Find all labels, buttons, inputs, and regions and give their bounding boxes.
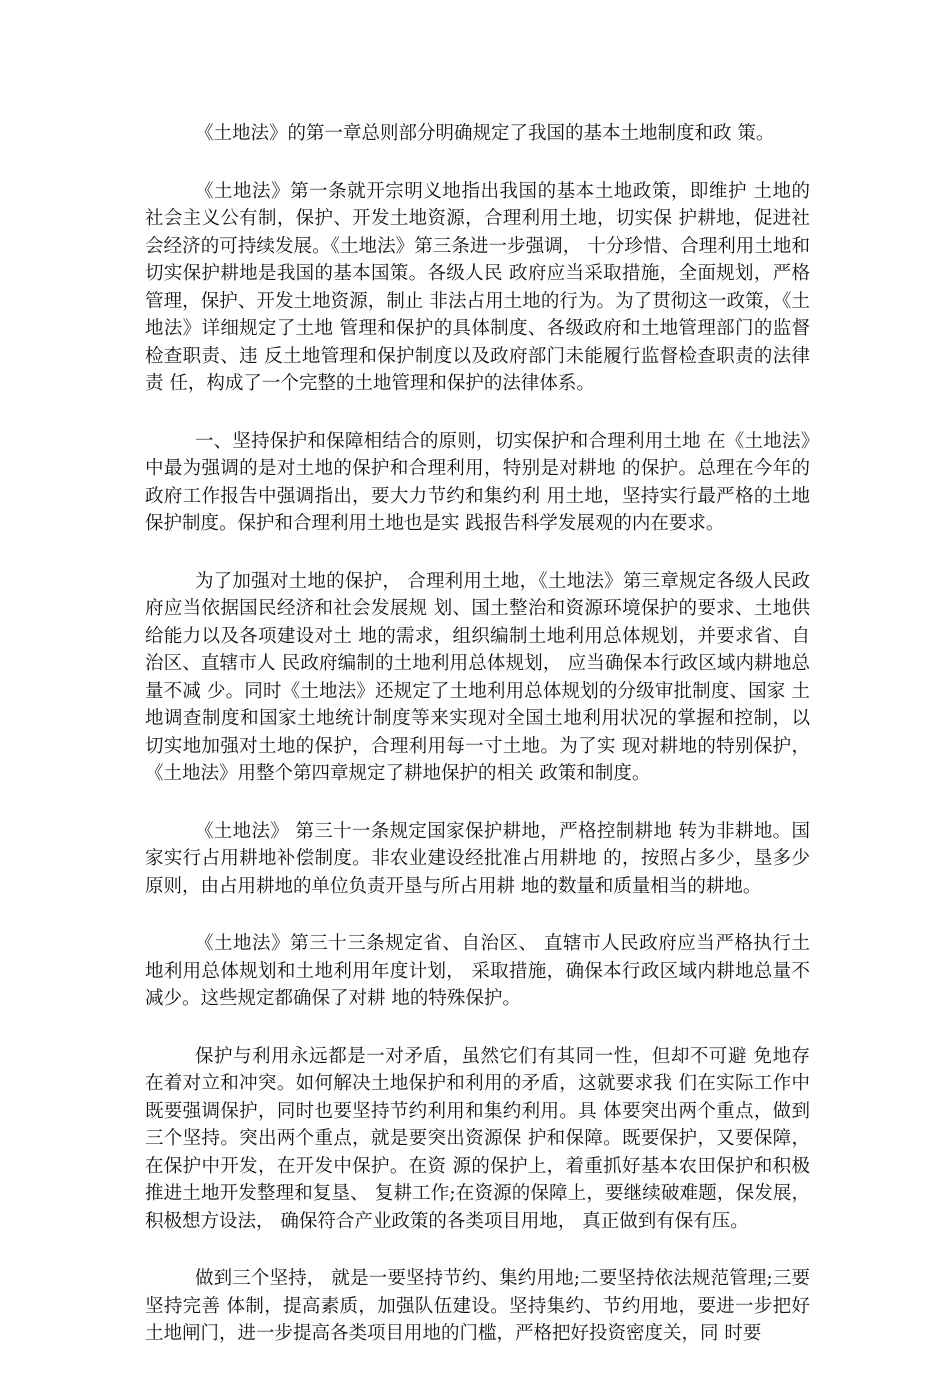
paragraph-7: 保护与利用永远都是一对矛盾，虽然它们有其同一性，但却不可避 免地存在着对立和冲突。如何解决土地保护和利用的矛盾，这就要求我 们在实际工作中既要强调保护，同时也要坚持节约利用和集约利用。具 体要突出两个重点，做到三个坚持。突出两个重点，就是要突出资源保 护和保障。既要保护，又要保障，在保护中开发，在开发中保护。在资 源的保护上，着重抓好基本农田保护和积极推进土地开发整理和复垦、 复耕工作;在资源的保障上，要继续破难题，保发展，积极想方设法， 确保符合产业政策的各类项目用地， 真正做到有保有压。 [145, 1045, 810, 1232]
paragraph-3: 一、坚持保护和保障相结合的原则，切实保护和合理利用土地 在《土地法》中最为强调的是对土地的保护和合理利用，特别是对耕地 的保护。总理在今年的政府工作报告中强调指出，要大力节约和集约利 用土地，坚持实行最严格的土地保护制度。保护和合理利用土地也是实 践报告科学发展观的内在要求。 [145, 430, 810, 534]
paragraph-8: 做到三个坚持， 就是一要坚持节约、集约用地;二要坚持依法规范管理;三要坚持完善 体制，提高素质，加强队伍建设。坚持集约、节约用地，要进一步把好 土地闸门，进一步提高各类项目用地的门槛，严格把好投资密度关，同 时要 [145, 1268, 810, 1344]
paragraph-2: 《土地法》第一条就开宗明义地指出我国的基本土地政策，即维护 土地的社会主义公有制，保护、开发土地资源，合理利用土地，切实保 护耕地，促进社会经济的可持续发展。《土地法》第三条进一步强调， 十分珍惜、合理利用土地和切实保护耕地是我国的基本国策。各级人民 政府应当采取措施，全面规划，严格管理，保护、开发土地资源，制止 非法占用土地的行为。为了贯彻这一政策，《土地法》详细规定了土地 管理和保护的具体制度、各级政府和土地管理部门的监督检查职责、违 反土地管理和保护制度以及政府部门未能履行监督检查职责的法律责 任，构成了一个完整的土地管理和保护的法律体系。 [145, 180, 810, 394]
paragraph-5: 《土地法》 第三十一条规定国家保护耕地，严格控制耕地 转为非耕地。国家实行占用耕地补偿制度。非农业建设经批准占用耕地 的，按照占多少，垦多少原则，由占用耕地的单位负责开垦与所占用耕 地的数量和质量相当的耕地。 [145, 820, 810, 897]
paragraph-4: 为了加强对土地的保护， 合理利用土地，《土地法》第三章规定各级人民政府应当依据国民经济和社会发展规 划、国土整治和资源环境保护的要求、土地供给能力以及各项建设对土 地的需求，组织编制土地利用总体规划，并要求省、自治区、直辖市人 民政府编制的土地利用总体规划， 应当确保本行政区域内耕地总量不减 少。同时《土地法》还规定了土地利用总体规划的分级审批制度、国家 土地调查制度和国家土地统计制度等来实现对全国土地利用状况的掌握和控制，以切实地加强对土地的保护，合理利用每一寸土地。为了实 现对耕地的特别保护， 《土地法》用整个第四章规定了耕地保护的相关 政策和制度。 [145, 570, 810, 784]
paragraph-6: 《土地法》第三十三条规定省、自治区、 直辖市人民政府应当严格执行土地利用总体规划和土地利用年度计划， 采取措施，确保本行政区域内耕地总量不减少。这些规定都确保了对耕 地的特殊保护。 [145, 933, 810, 1009]
paragraph-1: 《土地法》的第一章总则部分明确规定了我国的基本土地制度和政 策。 [194, 123, 775, 144]
document-body [145, 120, 810, 1378]
